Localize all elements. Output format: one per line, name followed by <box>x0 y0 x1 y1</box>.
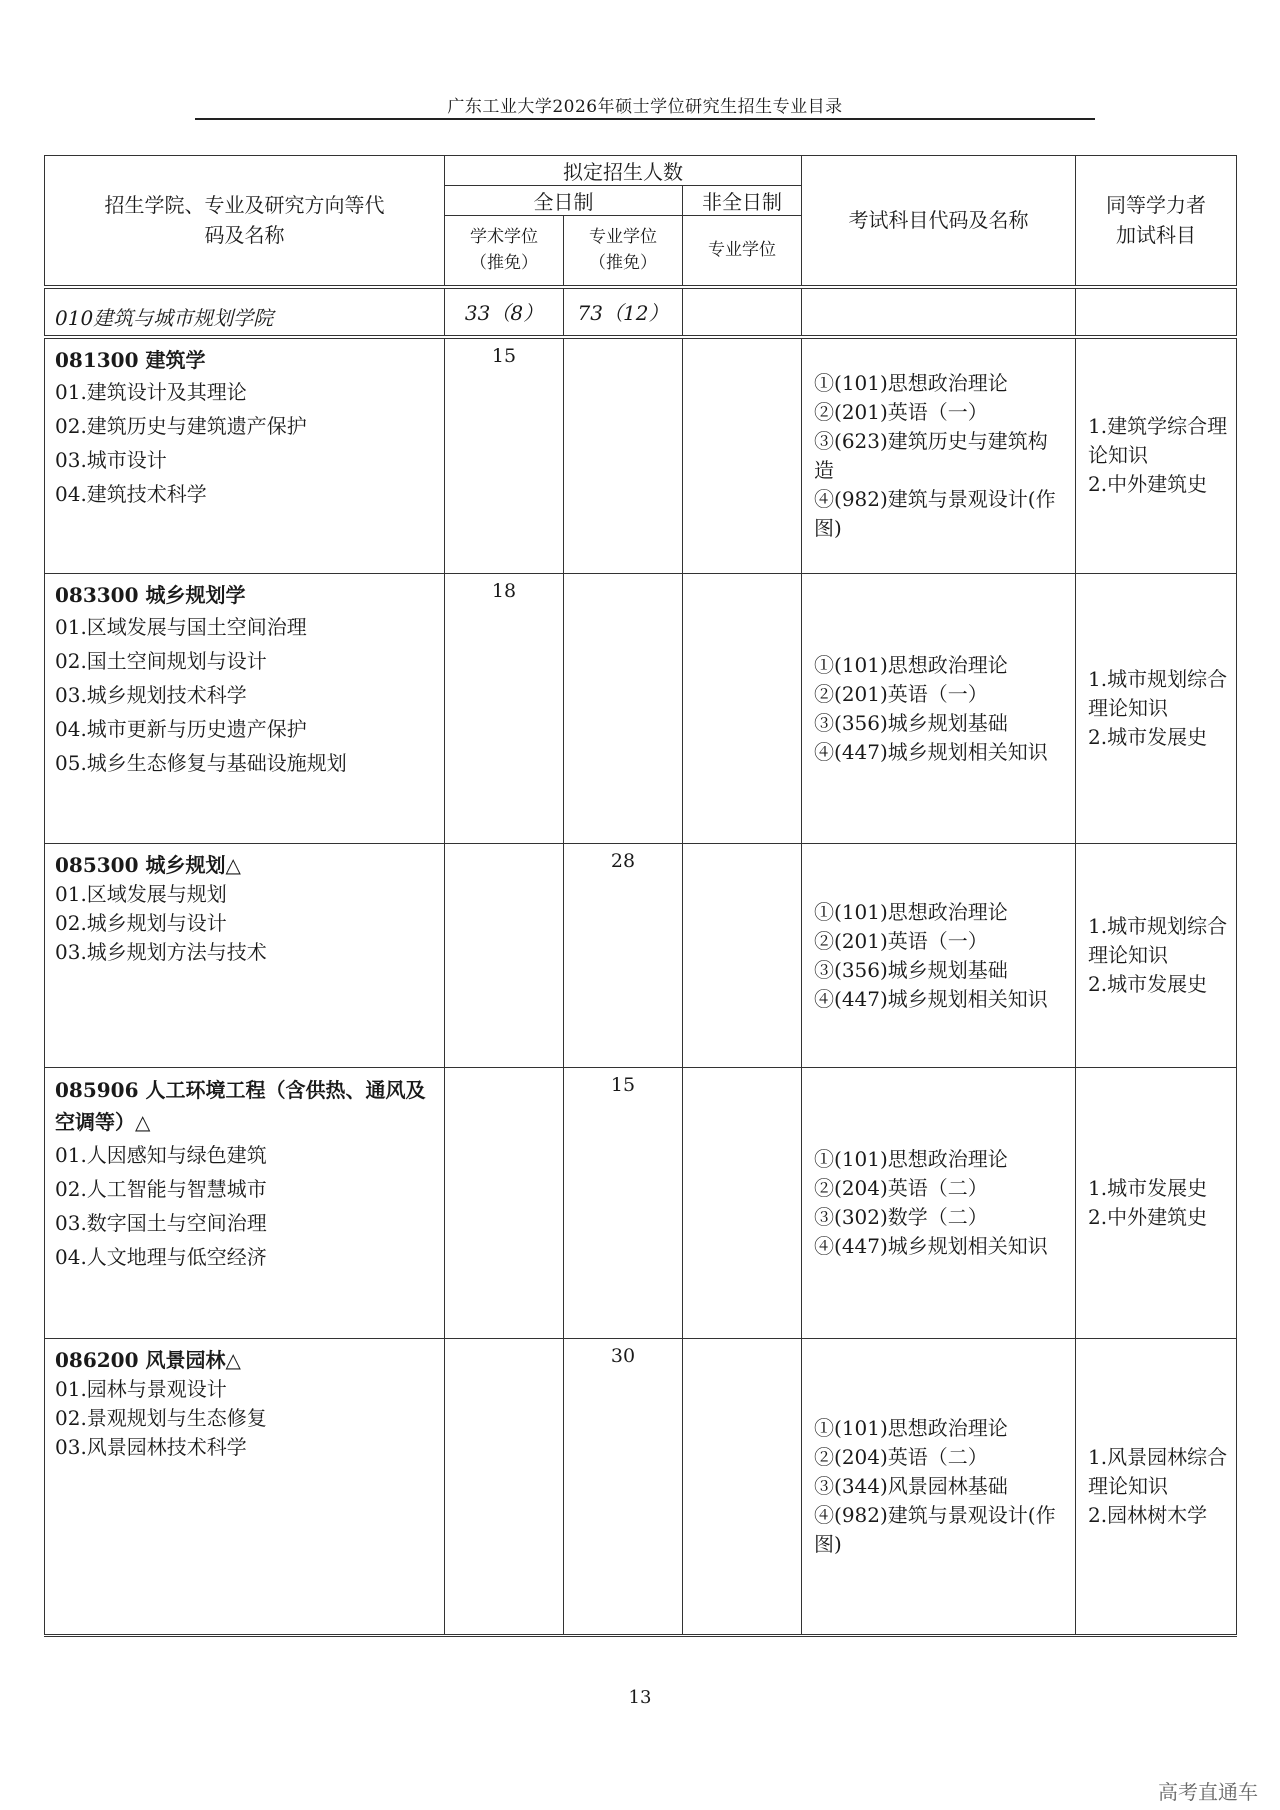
header-rule <box>195 118 1095 120</box>
direction-item: 01.区域发展与国土空间治理 <box>55 615 307 639</box>
academic-count: 15 <box>445 337 564 574</box>
direction-item: 02.景观规划与生态修复 <box>55 1406 267 1430</box>
column-header-pt-professional: 专业学位 <box>683 216 802 287</box>
exam-cell <box>802 1339 1076 1636</box>
column-header-extra: 同等学力者加试科目 <box>1076 156 1237 287</box>
major-title: 083300 城乡规划学 <box>55 583 246 607</box>
direction-item: 03.数字国土与空间治理 <box>55 1211 267 1235</box>
direction-item: 03.城乡规划技术科学 <box>55 683 247 707</box>
extra-item: 2.中外建筑史 <box>1088 472 1208 497</box>
watermark: 高考直通车 <box>1158 1780 1258 1804</box>
exam-item: ①(101)思想政治理论 <box>814 1147 1008 1171</box>
exam-item: ④(982)建筑与景观设计(作图) <box>814 1503 1056 1556</box>
parttime-count <box>683 337 802 574</box>
extra-item: 2.园林树木学 <box>1088 1503 1208 1527</box>
extra-item: 1.建筑学综合理论知识 <box>1088 414 1228 468</box>
professional-count: 28 <box>564 844 683 1068</box>
major-cell <box>45 337 445 574</box>
exam-cell <box>802 574 1076 844</box>
column-header-exam: 考试科目代码及名称 <box>802 156 1076 287</box>
major-title: 081300 建筑学 <box>55 347 206 372</box>
column-header-professional: 专业学位（推免） <box>564 216 683 287</box>
extra-cell <box>1076 574 1237 844</box>
major-title: 085906 人工环境工程（含供热、通风及空调等）△ <box>55 1078 426 1134</box>
major-title: 086200 风景园林△ <box>55 1348 241 1372</box>
direction-item: 01.区域发展与规划 <box>55 882 227 906</box>
exam-item: ③(344)风景园林基础 <box>814 1474 1008 1498</box>
extra-item: 2.城市发展史 <box>1088 725 1208 749</box>
table-row <box>45 337 1237 574</box>
direction-item: 01.园林与景观设计 <box>55 1377 227 1401</box>
major-title: 085300 城乡规划△ <box>55 853 241 877</box>
direction-item: 02.国土空间规划与设计 <box>55 649 267 673</box>
direction-item: 03.城乡规划方法与技术 <box>55 940 267 964</box>
column-header-program: 招生学院、专业及研究方向等代码及名称 <box>45 156 445 287</box>
extra-item: 2.中外建筑史 <box>1088 1205 1208 1229</box>
direction-item: 02.建筑历史与建筑遗产保护 <box>55 413 307 438</box>
extra-item: 1.城市规划综合理论知识 <box>1088 914 1228 967</box>
column-header-academic: 学术学位（推免） <box>445 216 564 287</box>
direction-item: 03.城市设计 <box>55 447 167 472</box>
exam-item: ③(356)城乡规划基础 <box>814 957 1008 982</box>
professional-count: 30 <box>564 1339 683 1636</box>
direction-item: 04.城市更新与历史遗产保护 <box>55 717 307 741</box>
college-extra-cell <box>1076 287 1237 337</box>
major-cell <box>45 574 445 844</box>
exam-item: ②(204)英语（二） <box>814 1176 988 1200</box>
table-row <box>45 574 1237 844</box>
exam-item: ④(447)城乡规划相关知识 <box>814 986 1048 1011</box>
column-header-parttime: 非全日制 <box>683 186 802 216</box>
extra-item: 1.风景园林综合理论知识 <box>1088 1445 1228 1498</box>
page-title: 广东工业大学2026年硕士学位研究生招生专业目录 <box>447 97 843 117</box>
academic-count: 18 <box>445 574 564 844</box>
direction-item: 04.人文地理与低空经济 <box>55 1245 267 1269</box>
extra-item: 1.城市规划综合理论知识 <box>1088 667 1228 720</box>
catalog-table <box>44 155 1237 1637</box>
professional-count <box>564 574 683 844</box>
parttime-count <box>683 844 802 1068</box>
exam-item: ③(356)城乡规划基础 <box>814 710 1008 735</box>
college-professional-count: 73（12） <box>564 287 683 337</box>
exam-item: ①(101)思想政治理论 <box>814 652 1008 677</box>
exam-item: ②(201)英语（一） <box>814 928 988 953</box>
exam-item: ②(204)英语（二） <box>814 1445 988 1469</box>
exam-item: ④(447)城乡规划相关知识 <box>814 1234 1048 1258</box>
exam-cell <box>802 844 1076 1068</box>
professional-count: 15 <box>564 1068 683 1339</box>
table-row <box>45 844 1237 1068</box>
direction-item: 04.建筑技术科学 <box>55 481 207 506</box>
table-row <box>45 1339 1237 1636</box>
parttime-count <box>683 1068 802 1339</box>
exam-item: ④(447)城乡规划相关知识 <box>814 739 1048 764</box>
column-header-fulltime: 全日制 <box>445 186 683 216</box>
direction-item: 05.城乡生态修复与基础设施规划 <box>55 751 347 775</box>
direction-item: 01.人因感知与绿色建筑 <box>55 1143 267 1167</box>
major-cell <box>45 1068 445 1339</box>
major-cell <box>45 844 445 1068</box>
academic-count <box>445 1339 564 1636</box>
college-academic-count: 33（8） <box>445 287 564 337</box>
exam-cell <box>802 337 1076 574</box>
parttime-count <box>683 574 802 844</box>
extra-cell <box>1076 337 1237 574</box>
direction-item: 02.人工智能与智慧城市 <box>55 1177 267 1201</box>
parttime-count <box>683 1339 802 1636</box>
college-exam-cell <box>802 287 1076 337</box>
extra-item: 2.城市发展史 <box>1088 972 1208 996</box>
academic-count <box>445 844 564 1068</box>
college-name: 010建筑与城市规划学院 <box>45 287 445 337</box>
column-header-planned: 拟定招生人数 <box>445 156 802 186</box>
academic-count <box>445 1068 564 1339</box>
exam-item: ③(302)数学（二） <box>814 1205 988 1229</box>
extra-cell <box>1076 1068 1237 1339</box>
exam-item: ②(201)英语（一） <box>814 399 988 424</box>
direction-item: 03.风景园林技术科学 <box>55 1435 247 1459</box>
extra-cell <box>1076 844 1237 1068</box>
table-row <box>45 1068 1237 1339</box>
direction-item: 01.建筑设计及其理论 <box>55 379 247 404</box>
page-number: 13 <box>628 1687 652 1708</box>
major-cell <box>45 1339 445 1636</box>
exam-item: ②(201)英语（一） <box>814 681 988 706</box>
exam-item: ①(101)思想政治理论 <box>814 1416 1008 1440</box>
extra-cell <box>1076 1339 1237 1636</box>
direction-item: 02.城乡规划与设计 <box>55 911 227 935</box>
exam-item: ④(982)建筑与景观设计(作图) <box>814 486 1056 540</box>
exam-cell <box>802 1068 1076 1339</box>
exam-item: ③(623)建筑历史与建筑构造 <box>814 428 1048 482</box>
professional-count <box>564 337 683 574</box>
extra-item: 1.城市发展史 <box>1088 1176 1208 1200</box>
exam-item: ①(101)思想政治理论 <box>814 899 1008 924</box>
exam-item: ①(101)思想政治理论 <box>814 370 1008 395</box>
college-parttime-count <box>683 287 802 337</box>
